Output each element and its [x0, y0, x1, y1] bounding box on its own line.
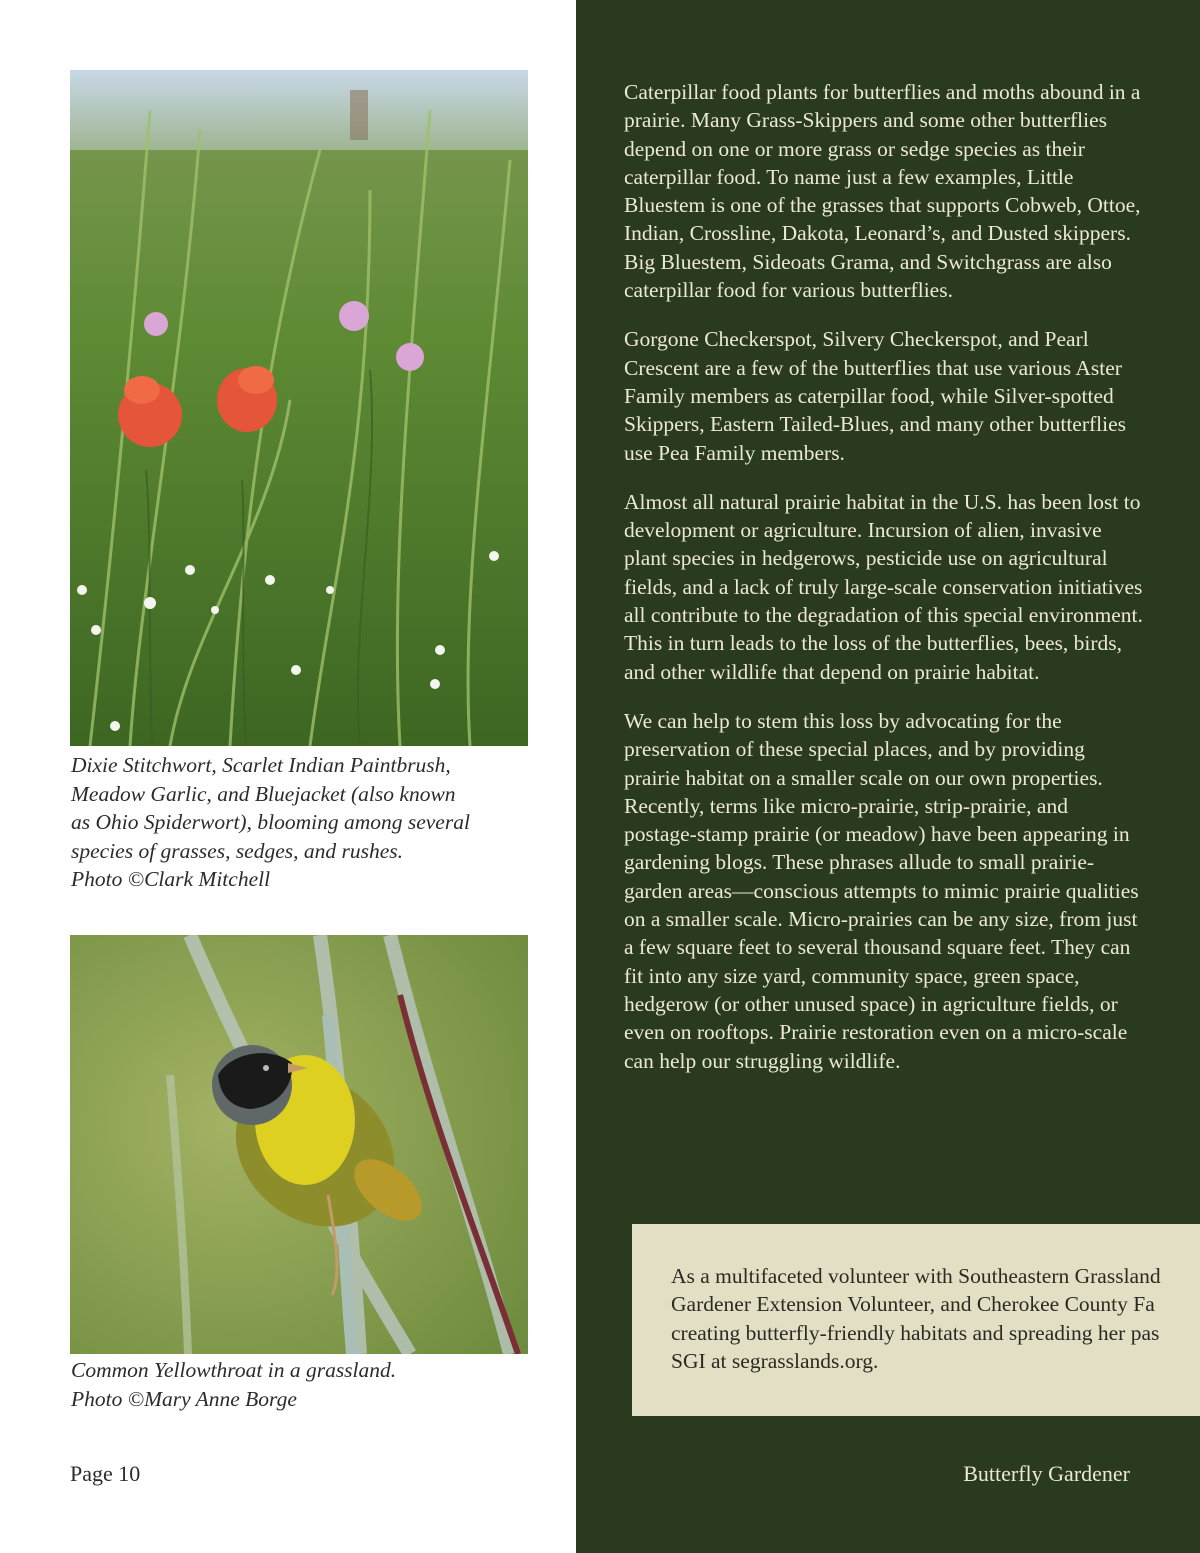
author-bio — [671, 1262, 1200, 1375]
caption-line: Meadow Garlic, and Bluejacket (also known — [71, 781, 456, 806]
caption-line: Dixie Stitchwort, Scarlet Indian Paintbrush, — [71, 753, 451, 777]
article-paragraph: Caterpillar food plants for butterflies and moths abound in a prairie. Many Grass-Skippers and some other butterflies depend on one or more grass or sedge species as their caterpillar food. To name just a few examples, Little Bluestem is one of the grasses that supports Cobweb, Ottoe, Indian, Crossline, Dakota, Leonard’s, and Dusted skippers. Big Bluestem, Sideoats Grama, and Switchgrass are also caterpillar food for various butterflies. — [624, 80, 1141, 303]
publication-name: Butterfly Gardener — [963, 1461, 1130, 1486]
bio-line: As a multifaceted volunteer with Southeastern Grassland — [671, 1264, 1161, 1288]
photo-credit: Photo ©Mary Anne Borge — [71, 1386, 297, 1411]
page-number: Page 10 — [70, 1461, 141, 1486]
bio-line: SGI at segrasslands.org. — [671, 1348, 879, 1373]
photo-caption — [71, 751, 541, 894]
bio-line: Gardener Extension Volunteer, and Cherokee County Fa — [671, 1292, 1155, 1317]
article-paragraph: We can help to stem this loss by advocating for the preservation of these special places, and by providing prairie habitat on a smaller scale on our own properties. Recently, terms like micro-prairie, strip-prairie, and postage-stamp prairie (or meadow) have been appearing in gardening blogs. These phrases allude to small prairie-garden areas—conscious attempts to mimic prairie qualities on a smaller scale. Micro-prairies can be any size, from just a few square feet to several thousand square feet. They can fit into any size yard, community space, green space, hedgerow (or other unused space) in agriculture fields, or even on rooftops. Prairie restoration even on a micro-scale can help our struggling wildlife. — [624, 708, 1139, 1073]
bio-line: creating butterfly-friendly habitats and spreading her pas — [671, 1320, 1160, 1345]
prairie-flowers-photo — [70, 70, 528, 746]
article-paragraph: Gorgone Checkerspot, Silvery Checkerspot, and Pearl Crescent are a few of the butterflies that use various Aster Family members as caterpillar food, while Silver-spotted Skippers, Eastern Tailed-Blues, and many other butterflies use Pea Family members. — [624, 327, 1127, 465]
photo-caption — [71, 1356, 541, 1413]
caption-line: species of grasses, sedges, and rushes. — [71, 838, 404, 863]
article-body — [624, 78, 1144, 1096]
author-bio-box — [632, 1224, 1200, 1416]
article-paragraph: Almost all natural prairie habitat in the U.S. has been lost to development or agriculture. Incursion of alien, invasive plant species in hedgerows, pesticide use on agricultural fields, and a lack of truly large-scale conservation initiatives all contribute to the degradation of this special environment. This in turn leads to the loss of the butterflies, bees, birds, and other wildlife that depend on prairie habitat. — [624, 489, 1143, 684]
caption-line: as Ohio Spiderwort), blooming among several — [71, 810, 470, 834]
caption-line: Common Yellowthroat in a grassland. — [71, 1358, 397, 1382]
photo-credit: Photo ©Clark Mitchell — [71, 867, 271, 891]
yellowthroat-photo — [70, 935, 528, 1354]
